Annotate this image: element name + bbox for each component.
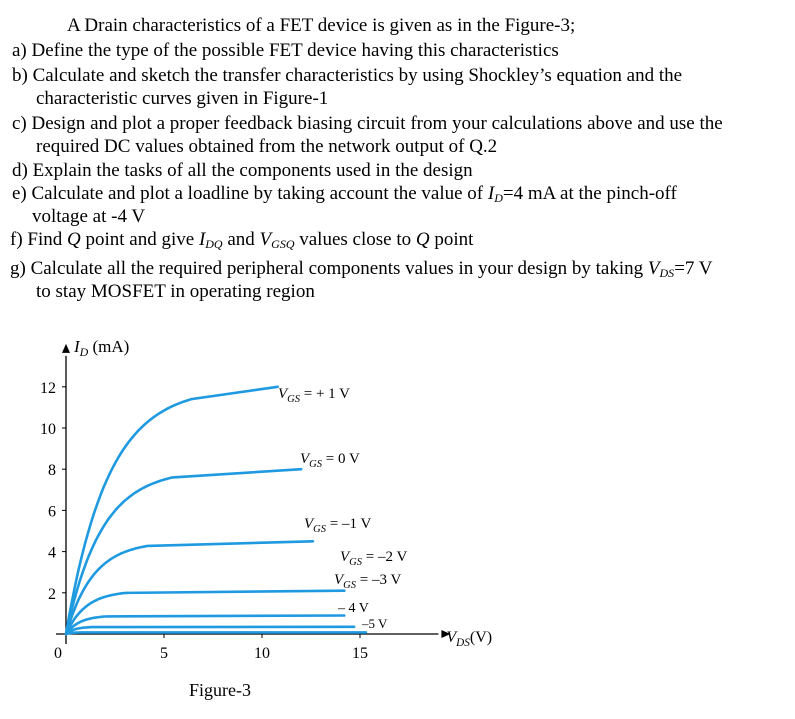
label-vgs-minus1-part: GS xyxy=(313,524,327,535)
curves xyxy=(66,387,366,634)
curve-labels xyxy=(278,386,407,631)
label-vgs-minus1 xyxy=(304,516,371,535)
curve-2 xyxy=(66,541,313,634)
x-tick-label: 15 xyxy=(352,645,368,662)
label-vgs-minus3-part: GS xyxy=(343,580,357,591)
label-vgs-minus2-part: V xyxy=(340,549,350,565)
figure-caption: Figure-3 xyxy=(189,680,251,700)
part-f-mid2: values close to xyxy=(294,229,416,250)
part-f-q2: Q xyxy=(415,229,430,250)
label-vgs-minus2-part: GS xyxy=(349,557,363,568)
part-f xyxy=(10,229,473,255)
y-axis-label-part: D xyxy=(79,344,89,359)
label-vgs-minus3-part: V xyxy=(334,572,344,588)
part-f-q1: Q xyxy=(67,229,81,250)
x-axis-label-part: V xyxy=(446,629,457,646)
part-g-pre: g) Calculate all the required peripheral components values in your design by taking xyxy=(10,258,648,279)
label-vgs-minus1-part: V xyxy=(304,516,314,532)
x-tick-label: 10 xyxy=(254,645,270,662)
drain-characteristics-chart xyxy=(0,320,520,715)
part-e-post: =4 mA at the pinch-off xyxy=(502,183,677,204)
part-e-line2: voltage at -4 V xyxy=(32,206,146,227)
label-vgs-minus2 xyxy=(340,549,407,568)
label-vgs-0-part: V xyxy=(300,451,310,467)
part-b-line1: b) Calculate and sketch the transfer characteristics by using Shockley’s equation and the xyxy=(12,65,683,86)
part-g-var: V xyxy=(647,258,660,279)
label-vgs-0 xyxy=(300,451,360,470)
part-g-sub: DS xyxy=(659,266,675,280)
curve-0 xyxy=(66,387,278,634)
x-axis-label-part: DS xyxy=(456,637,470,649)
part-a: a) Define the type of the possible FET device having this characteristics xyxy=(12,40,559,61)
x-tick-label: 5 xyxy=(160,645,168,662)
part-e-text: e) Calculate and plot a loadline by taking account the value of xyxy=(12,183,488,204)
question-text xyxy=(0,0,795,305)
part-e-sub: D xyxy=(494,191,503,205)
y-axis-label-part: (mA) xyxy=(88,336,130,356)
y-tick-label: 6 xyxy=(48,503,56,521)
x-axis-label-part: (V) xyxy=(469,629,493,646)
part-e-var: I xyxy=(487,183,495,204)
label-vgs-minus4: – 4 V xyxy=(338,601,369,616)
part-f-and: and xyxy=(222,229,260,250)
part-f-vsub: GSQ xyxy=(271,237,295,251)
part-f-isub: DQ xyxy=(205,237,223,251)
x-tick-label: 0 xyxy=(54,645,62,662)
label-vgs-0-part: GS xyxy=(309,459,323,470)
label-vgs-minus1-part: = –1 V xyxy=(326,516,372,532)
label-vgs-minus3 xyxy=(334,572,401,591)
part-f-v: V xyxy=(259,229,272,250)
y-tick-label: 4 xyxy=(48,544,56,562)
part-c-line1: c) Design and plot a proper feedback biasing circuit from your calculations above and use the xyxy=(12,113,723,134)
y-tick-label: 8 xyxy=(48,462,56,480)
part-b-line2: characteristic curves given in Figure-1 xyxy=(36,88,329,109)
x-axis-label xyxy=(446,629,492,649)
label-vgs-plus1-part: V xyxy=(278,386,288,402)
part-f-i: I xyxy=(198,229,206,250)
label-vgs-0-part: = 0 V xyxy=(322,451,360,467)
label-vgs-plus1-part: GS xyxy=(287,394,301,405)
y-tick-label: 10 xyxy=(40,421,56,438)
part-f-mid1: point and give xyxy=(80,229,199,250)
part-c-line2: required DC values obtained from the network output of Q.2 xyxy=(36,136,498,157)
label-vgs-minus5: –5 V xyxy=(362,616,388,631)
label-vgs-plus1 xyxy=(278,386,350,405)
label-vgs-plus1-part: = + 1 V xyxy=(300,386,350,402)
label-vgs-minus3-part: = –3 V xyxy=(356,572,402,588)
part-f-post: point xyxy=(429,229,474,250)
part-g-line2: to stay MOSFET in operating region xyxy=(36,281,315,302)
part-g-post: =7 V xyxy=(674,258,713,279)
part-d: d) Explain the tasks of all the components used in the design xyxy=(12,160,473,181)
y-tick-label: 12 xyxy=(40,379,56,397)
y-tick-label: 2 xyxy=(48,585,56,603)
y-axis-label-part: I xyxy=(74,336,80,356)
label-vgs-minus2-part: = –2 V xyxy=(362,549,408,565)
y-axis-arrow xyxy=(62,344,70,353)
question-intro: A Drain characteristics of a FET device is given as in the Figure-3; xyxy=(67,15,576,36)
y-axis-label xyxy=(73,337,129,359)
part-f-pre: f) Find xyxy=(10,229,67,250)
